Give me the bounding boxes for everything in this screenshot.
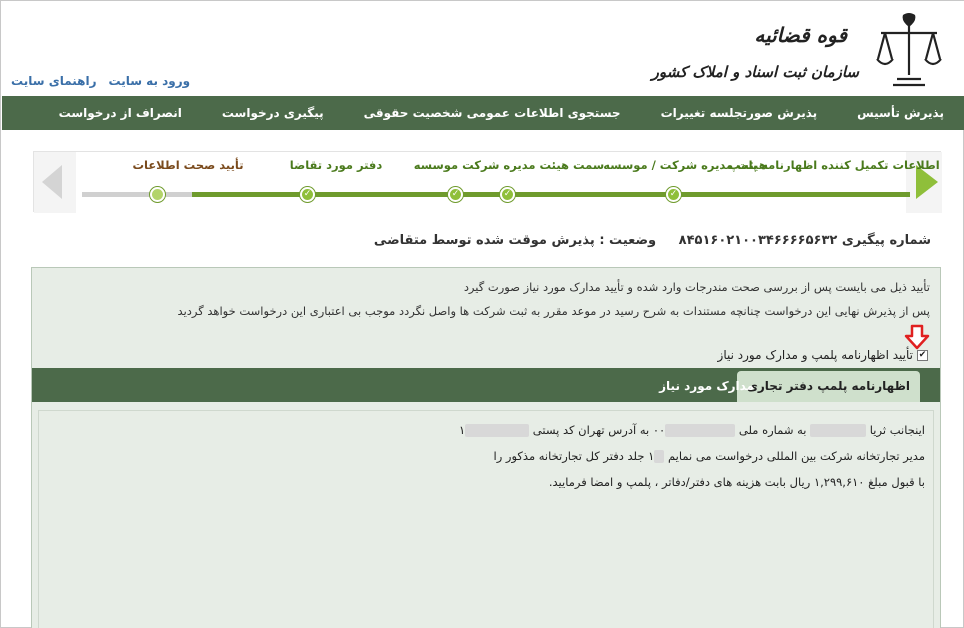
help-link[interactable]: راهنمای سایت xyxy=(11,74,97,88)
nav-item-track-request[interactable]: پیگیری درخواست xyxy=(221,106,324,120)
org-title-top: قوه قضائیه xyxy=(754,23,847,47)
step-label-board-position: سمت هیئت مدیره شرکت موسسه xyxy=(413,158,605,172)
step-check-icon[interactable]: ✓ xyxy=(300,187,315,202)
step-label-board: هیئت مدیره شرکت / موسسه xyxy=(603,158,767,172)
confirm-instruction: تأیید ذیل می بایست پس از بررسی صحت مندرجات وارد شده و تأیید مدارک مورد نیاز صورت گیرد xyxy=(463,280,930,294)
declarant-prefix: اینجانب ثریا xyxy=(869,423,925,437)
redacted-postal-code xyxy=(465,424,529,437)
step-check-icon[interactable]: ✓ xyxy=(666,187,681,202)
postal-code-suffix: ۱ xyxy=(458,423,466,437)
org-title-bottom: سازمان ثبت اسناد و املاک کشور xyxy=(651,63,859,81)
document-tabs xyxy=(32,368,940,402)
declaration-line-1 xyxy=(459,423,925,437)
confirm-panel xyxy=(31,267,941,628)
confirm-checkbox[interactable]: ✔ xyxy=(918,349,927,360)
top-links xyxy=(11,74,190,88)
redacted-national-id xyxy=(665,424,735,437)
steps-wizard xyxy=(33,151,941,212)
tab-seal-declaration[interactable]: اظهارنامه پلمپ دفتر تجاری xyxy=(737,371,920,402)
step-check-icon[interactable]: ✓ xyxy=(448,187,463,202)
tab-required-documents[interactable]: مدارک مورد نیاز xyxy=(659,379,754,393)
step-label-requested-book: دفتر مورد تقاضا xyxy=(289,158,383,172)
step-label-confirm: تأیید صحت اطلاعات xyxy=(132,158,244,172)
scales-emblem-icon xyxy=(875,13,943,89)
nav-item-changes-minutes[interactable]: پذیرش صورتجلسه تغییرات xyxy=(660,106,818,120)
declaration-line-3: با قبول مبلغ ۱,۲۹۹,۶۱۰ ریال بابت هزینه های دفتر/دفاتر ، پلمپ و امضا فرمایید. xyxy=(548,475,925,489)
step-current-dot-icon[interactable] xyxy=(150,187,165,202)
tracking-info xyxy=(374,233,931,248)
declaration-content xyxy=(38,410,934,628)
progress-track-pending xyxy=(82,192,192,197)
header xyxy=(1,1,964,96)
confirm-warning: پس از پذیرش نهایی این درخواست چنانچه مستندات به شرح رسید در موعد مقرر به ثبت شرکت ها واصل نگردد موجب بی اعتباری این درخواست خواهد گردید xyxy=(177,304,930,318)
book-type-text: جلد دفتر کل تجارتخانه مذکور را xyxy=(493,449,645,463)
confirm-checkbox-label[interactable]: تأیید اظهارنامه پلمپ و مدارک مورد نیاز xyxy=(717,348,913,362)
main-nav xyxy=(2,96,964,130)
redacted-count xyxy=(654,450,664,463)
down-arrow-icon xyxy=(904,324,930,350)
prev-arrow-icon[interactable] xyxy=(42,165,62,199)
redacted-name xyxy=(810,424,866,437)
book-count: ۱ xyxy=(648,449,655,463)
nav-item-public-search[interactable]: جستجوی اطلاعات عمومی شخصیت حقوقی xyxy=(363,106,621,120)
confirm-checkbox-row[interactable] xyxy=(718,348,928,362)
nav-item-establishment[interactable]: پذیرش تأسیس xyxy=(857,106,944,120)
declaration-line-2 xyxy=(494,449,925,463)
step-check-icon[interactable]: ✓ xyxy=(500,187,515,202)
national-id-label: به شماره ملی xyxy=(738,423,807,437)
request-status: وضعیت : پذیرش موقت شده توسط متقاضی xyxy=(373,233,657,248)
login-link[interactable]: ورود به سایت xyxy=(108,74,191,88)
step-label-applicant: اطلاعات تکمیل کننده اظهارنامه پلمپ xyxy=(728,158,940,172)
national-id-suffix: ۰۰ xyxy=(652,423,666,437)
nav-item-cancel-request[interactable]: انصراف از درخواست xyxy=(58,106,182,120)
address-label: به آدرس تهران کد پستی xyxy=(532,423,650,437)
request-text: مدیر تجارتخانه شرکت بین المللی درخواست می نمایم xyxy=(667,449,925,463)
tracking-number: شماره پیگیری ۸۴۵۱۶۰۲۱۰۰۳۴۶۶۶۶۵۶۳۲ xyxy=(678,233,931,248)
